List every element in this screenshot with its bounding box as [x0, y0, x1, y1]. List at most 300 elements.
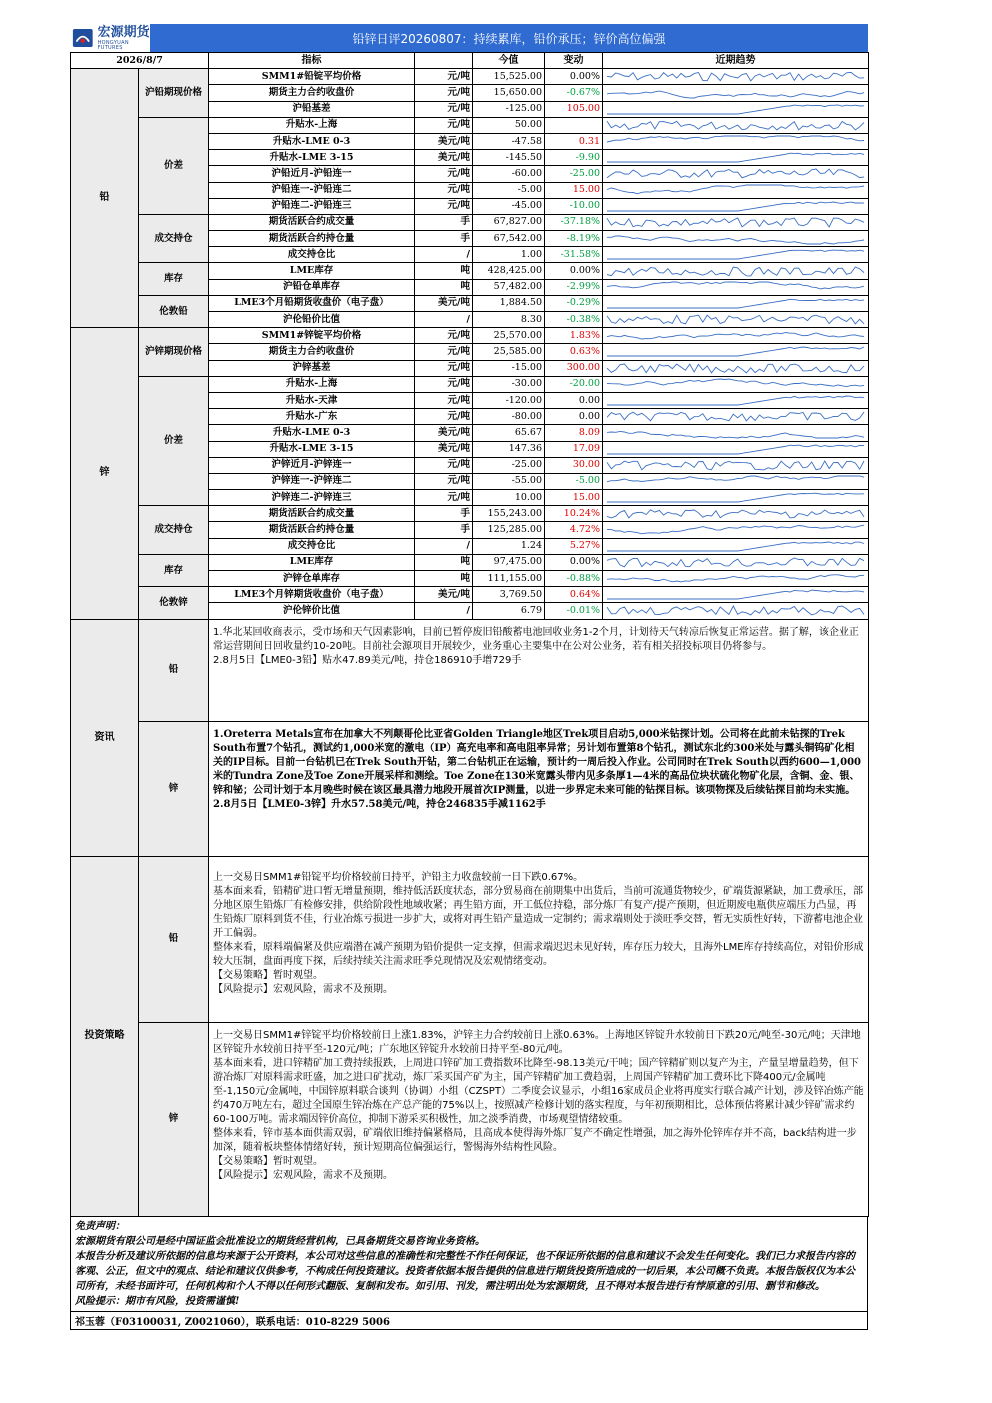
trend-cell [603, 392, 869, 408]
indicator-name: 沪锌基差 [209, 360, 415, 376]
trend-sparkline [603, 264, 868, 279]
indicator-value: -30.00 [473, 376, 545, 392]
indicator-unit: 吨 [415, 263, 473, 279]
group-label: 价差 [139, 117, 209, 214]
strategy-section-label: 投资策略 [71, 856, 139, 1216]
trend-cell [603, 263, 869, 279]
indicator-name: LME库存 [209, 554, 415, 570]
indicator-name: 沪铅近月-沪铅连一 [209, 166, 415, 182]
indicator-unit: 美元/吨 [415, 425, 473, 441]
indicator-change: -2.99% [545, 279, 603, 295]
indicator-value: 155,243.00 [473, 506, 545, 522]
trend-line [607, 542, 864, 551]
indicator-name: 升贴水-上海 [209, 376, 415, 392]
indicator-change: 30.00 [545, 457, 603, 473]
indicator-name: 期货活跃合约持仓量 [209, 231, 415, 247]
indicator-name: 升贴水-天津 [209, 392, 415, 408]
indicator-unit: 元/吨 [415, 166, 473, 182]
group-label: 库存 [139, 554, 209, 586]
trend-cell [603, 198, 869, 214]
strategy-zinc-row [71, 1022, 869, 1216]
trend-cell [603, 506, 869, 522]
disclaimer-risk: 风险提示：期市有风险，投资需谨慎! [75, 1295, 240, 1307]
group-label: 成交持仓 [139, 214, 209, 263]
trend-line [607, 461, 864, 470]
indicator-change: 0.00% [545, 69, 603, 85]
trend-line [607, 92, 864, 99]
indicator-unit: 手 [415, 522, 473, 538]
strategy-zinc-paragraph: 上一交易日SMM1#锌锭平均价格较前日上涨1.83%，沪锌主力合约较前日上涨0.63%。上海地区锌锭升水较前日下跌20元/吨至-30元/吨；天津地区锌锭升水较前日持平至-120元/吨；广东地区锌锭升水较前日持平至-80元/吨。 [213, 1029, 861, 1055]
news-lead-row [71, 619, 869, 721]
indicator-name: LME3个月铅期货收盘价（电子盘） [209, 295, 415, 311]
indicator-value: 3,769.50 [473, 587, 545, 603]
trend-line [607, 299, 864, 308]
indicator-value: 50.00 [473, 117, 545, 133]
trend-cell [603, 231, 869, 247]
lead-data-row [71, 69, 869, 85]
trend-cell [603, 85, 869, 101]
indicator-unit: 美元/吨 [415, 587, 473, 603]
indicator-unit: 美元/吨 [415, 133, 473, 149]
indicator-change: -37.18% [545, 214, 603, 230]
report-title: 铅锌日评20260807：持续累库，铅价承压；锌价高位偏强 [150, 24, 868, 52]
disclaimer-qualification: 宏源期货有限公司是经中国证监会批准设立的期货经营机构，已具备期货交易咨询业务资格。 [75, 1235, 485, 1247]
trend-line [607, 510, 864, 518]
indicator-name: 升贴水-LME 3-15 [209, 441, 415, 457]
indicator-value: -15.00 [473, 360, 545, 376]
indicator-value: -45.00 [473, 198, 545, 214]
indicator-unit: 手 [415, 231, 473, 247]
strategy-lead-row [71, 856, 869, 1022]
trend-sparkline [603, 215, 868, 230]
indicator-name: 升贴水-LME 0-3 [209, 133, 415, 149]
trend-cell [603, 279, 869, 295]
indicator-change: -10.00 [545, 198, 603, 214]
indicator-name: 沪锌连一-沪锌连二 [209, 473, 415, 489]
trend-line [607, 590, 864, 599]
indicator-value: 67,542.00 [473, 231, 545, 247]
indicator-name: 升贴水-上海 [209, 117, 415, 133]
strategy-lead-text [209, 856, 869, 1022]
trend-cell [603, 587, 869, 603]
indicator-value: 428,425.00 [473, 263, 545, 279]
indicator-change: 4.72% [545, 522, 603, 538]
indicator-unit: 美元/吨 [415, 295, 473, 311]
indicator-value: 1.00 [473, 247, 545, 263]
indicator-value: -55.00 [473, 473, 545, 489]
indicator-name: 沪铅连一-沪铅连二 [209, 182, 415, 198]
indicator-change: 5.27% [545, 538, 603, 554]
indicator-unit: 元/吨 [415, 328, 473, 344]
strategy-zinc-paragraph: 基本面来看，进口锌精矿加工费持续报跌，上周进口锌矿加工费指数环比降至-98.13美元/干吨；国产锌精矿则以复产为主，产量呈增量趋势，但下游冶炼厂对原料需求旺盛，加之进口矿扰动，炼厂采买国产矿为主，国产锌精矿加工费趋弱，上周国产锌精矿加工费环比下降400元/金属吨至-1,150元/金属吨，中国锌原料联合谈判（协调）小组（CZSPT）二季度会议显示，小组16家成员企业将再度实行联合减产计划，涉及锌冶炼产能约470万吨左右，超过全国原生锌冶炼在产总产能的75%以上，按照减产检修计划的落实程度，与年初预期相比，总体预估将累计减少锌矿需求约60-100万吨。需求端因锌价高位，抑制下游采买积极性，加之淡季消费，市场观望情绪较重。 [213, 1057, 864, 1125]
trend-line [607, 218, 864, 227]
indicator-change: 15.00 [545, 490, 603, 506]
trend-line [607, 121, 864, 130]
indicator-unit: 手 [415, 506, 473, 522]
indicator-change: 17.09 [545, 441, 603, 457]
indicator-value: 1,884.50 [473, 295, 545, 311]
lead-section-label: 铅 [71, 69, 139, 328]
indicator-value: 1.24 [473, 538, 545, 554]
trend-sparkline [603, 393, 868, 408]
indicator-unit: 元/吨 [415, 101, 473, 117]
trend-cell [603, 554, 869, 570]
trend-cell [603, 344, 869, 360]
indicator-value: 25,570.00 [473, 328, 545, 344]
indicator-value: 97,475.00 [473, 554, 545, 570]
group-label: 库存 [139, 263, 209, 295]
trend-sparkline [603, 458, 868, 473]
indicator-change: -0.01% [545, 603, 603, 619]
col-today: 今值 [473, 53, 545, 69]
indicator-name: 沪锌连二-沪锌连三 [209, 490, 415, 506]
indicator-name: 沪铅基差 [209, 101, 415, 117]
zinc-data-row [71, 376, 869, 392]
indicator-change: -20.00 [545, 376, 603, 392]
news-zinc-row [71, 721, 869, 856]
trend-line [607, 525, 864, 534]
strategy-lead-paragraph: 【交易策略】暂时观望。 [213, 969, 324, 981]
indicator-name: 沪锌近月-沪锌连一 [209, 457, 415, 473]
group-label: 价差 [139, 376, 209, 506]
indicator-value: 25,585.00 [473, 344, 545, 360]
lead-data-row [71, 295, 869, 311]
indicator-unit: 吨 [415, 279, 473, 295]
trend-sparkline [603, 344, 868, 359]
indicator-name: LME3个月锌期货收盘价（电子盘） [209, 587, 415, 603]
indicator-unit: 吨 [415, 571, 473, 587]
indicator-value: -5.00 [473, 182, 545, 198]
news-zinc-label: 锌 [139, 721, 209, 856]
indicator-name: 期货活跃合约持仓量 [209, 522, 415, 538]
trend-sparkline [603, 361, 868, 376]
indicator-change: 1.83% [545, 328, 603, 344]
strategy-lead-paragraphs [213, 871, 864, 997]
trend-cell [603, 473, 869, 489]
news-lead-item-1: 1.华北某回收商表示，受市场和天气因素影响，目前已暂停废旧铅酸蓄电池回收业务1-2个月，计划待天气转凉后恢复正常运营。据了解，该企业正常运营期间日回收量约10-20吨。目前社会源项目开展较少，业务重心主要集中在公对公业务，若有相关招投标项目仍将参与。 [213, 626, 859, 652]
indicator-unit: 吨 [415, 554, 473, 570]
indicator-unit: 元/吨 [415, 360, 473, 376]
hongyuan-logo-icon [72, 27, 94, 49]
indicator-value: 6.79 [473, 603, 545, 619]
trend-cell [603, 101, 869, 117]
trend-sparkline [603, 134, 868, 149]
indicator-name: 升贴水-广东 [209, 409, 415, 425]
indicator-name: 沪伦铅价比值 [209, 312, 415, 328]
trend-cell [603, 571, 869, 587]
indicator-value: -120.00 [473, 392, 545, 408]
trend-cell [603, 376, 869, 392]
indicator-change: 0.63% [545, 344, 603, 360]
indicator-value: -25.00 [473, 457, 545, 473]
trend-line [607, 493, 864, 502]
trend-cell [603, 409, 869, 425]
indicator-name: 成交持仓比 [209, 247, 415, 263]
indicator-change: 0.00% [545, 263, 603, 279]
col-change: 变动 [545, 53, 603, 69]
indicator-name: 期货活跃合约成交量 [209, 506, 415, 522]
indicator-name: 期货活跃合约成交量 [209, 214, 415, 230]
indicator-name: 沪铅连二-沪铅连三 [209, 198, 415, 214]
group-label: 伦敦锌 [139, 587, 209, 619]
trend-cell [603, 150, 869, 166]
indicator-change: 0.00% [545, 554, 603, 570]
trend-cell [603, 247, 869, 263]
disclaimer-body: 本报告分析及建议所依据的信息均来源于公开资料，本公司对这些信息的准确性和完整性不作任何保证，也不保证所依据的信息和建议不会发生任何变化。我们已力求报告内容的客观、公正，但文中的观点、结论和建议仅供参考，不构成任何投资建议。投资者依据本报告提供的信息进行期货投资所造成的一切后果，本公司概不负责。本报告版权仅为本公司所有，未经书面许可，任何机构和个人不得以任何形式翻版、复制和发布。如引用、刊发，需注明出处为宏源期货，且不得对本报告进行有悖原意的引用、删节和修改。 [75, 1250, 855, 1292]
news-lead-item-2: 2.8月5日【LME0-3铅】贴水47.89美元/吨，持仓186910手增729手 [213, 654, 522, 666]
group-label: 成交持仓 [139, 506, 209, 555]
indicator-name: SMM1#锌锭平均价格 [209, 328, 415, 344]
indicator-value: 15,650.00 [473, 85, 545, 101]
indicator-unit: 元/吨 [415, 69, 473, 85]
trend-cell [603, 166, 869, 182]
indicator-value: 147.36 [473, 441, 545, 457]
strategy-zinc-paragraph: 整体来看，锌市基本面供需双弱，矿端依旧维持偏紧格局，且高成本使得海外炼厂复产不确定性增强，加之海外伦锌库存并不高，back结构进一步加深，随着板块整体情绪好转，预计短期高位偏强运行，警惕海外结构性风险。 [213, 1127, 857, 1153]
news-lead-text [209, 619, 869, 721]
trend-cell [603, 522, 869, 538]
group-label: 沪铅期现价格 [139, 69, 209, 118]
trend-sparkline [603, 506, 868, 521]
indicator-change: -8.19% [545, 231, 603, 247]
trend-line [607, 282, 864, 289]
trend-cell [603, 538, 869, 554]
indicator-value: 111,155.00 [473, 571, 545, 587]
company-logo [70, 24, 150, 52]
indicator-name: SMM1#铅锭平均价格 [209, 69, 415, 85]
report-date: 2026/8/7 [71, 53, 209, 69]
indicator-value: -80.00 [473, 409, 545, 425]
trend-line [607, 445, 864, 454]
trend-line [607, 202, 864, 211]
indicator-change: 0.64% [545, 587, 603, 603]
trend-sparkline [603, 312, 868, 327]
indicator-change: -25.00 [545, 166, 603, 182]
lead-data-row [71, 117, 869, 133]
trend-cell [603, 457, 869, 473]
news-section-label: 资讯 [71, 619, 139, 856]
indicator-unit: 元/吨 [415, 376, 473, 392]
logo-english: HONGYUAN FUTURES [97, 39, 129, 51]
trend-line [607, 333, 864, 340]
indicator-unit: 元/吨 [415, 117, 473, 133]
strategy-zinc-text [209, 1022, 869, 1216]
indicator-unit: 元/吨 [415, 392, 473, 408]
zinc-data-row [71, 328, 869, 344]
indicator-unit: / [415, 312, 473, 328]
trend-cell [603, 425, 869, 441]
trend-sparkline [603, 247, 868, 262]
trend-sparkline [603, 474, 868, 489]
indicator-unit: 手 [415, 214, 473, 230]
trend-cell [603, 295, 869, 311]
strategy-zinc-label: 锌 [139, 1022, 209, 1216]
report-sheet [70, 24, 868, 1330]
indicator-value: 10.00 [473, 490, 545, 506]
indicator-change: 0.00 [545, 392, 603, 408]
trend-sparkline [603, 377, 868, 392]
lead-data-row [71, 214, 869, 230]
trend-line [607, 136, 864, 142]
trend-line [607, 185, 864, 194]
trend-line [607, 412, 864, 421]
trend-sparkline [603, 425, 868, 440]
indicator-value: -145.50 [473, 150, 545, 166]
indicator-change: 8.09 [545, 425, 603, 441]
trend-sparkline [603, 523, 868, 538]
trend-line [607, 558, 864, 567]
zinc-data-row [71, 506, 869, 522]
trend-sparkline [603, 102, 868, 117]
news-zinc-item-1: 1.Oreterra Metals宣布在加拿大不列颠哥伦比亚省Golden Triangle地区Trek项目启动5,000米钻探计划。公司将在此前未钻探的Trek South布置7个钻孔，测试约1,000米宽的激电（IP）高充电率和高电阻率异常；另计划布置第8个钻孔，测试东北约300米处与露头铜钨矿化相关的IP目标。目前一台钻机已在Trek South开钻，第二台钻机正在运输，预计约一周后投入作业。公司同时在Trek South以西约600—1,000米的Tundra Zone及Toe Zone开展采样和测绘。Toe Zone在130米宽露头带内见多条厚1—4米的高品位块状硫化物矿化层，含铜、金、银、锌和铋；公司计划于本月晚些时候在该区最具潜力地段开展首次IP测量，以进一步界定未来可能的钻探目标。该项物探及后续钻探目前均未实施。 [213, 728, 862, 796]
indicator-change: -0.29% [545, 295, 603, 311]
indicator-value: -60.00 [473, 166, 545, 182]
trend-sparkline [603, 166, 868, 181]
indicator-change: -0.88% [545, 571, 603, 587]
indicator-unit: 元/吨 [415, 198, 473, 214]
trend-sparkline [603, 539, 868, 554]
indicator-unit: 元/吨 [415, 85, 473, 101]
zinc-section-label: 锌 [71, 328, 139, 619]
indicator-value: 67,827.00 [473, 214, 545, 230]
trend-cell [603, 214, 869, 230]
indicator-change: -5.00 [545, 473, 603, 489]
indicator-change: 0.00 [545, 409, 603, 425]
indicator-name: 沪铅仓单库存 [209, 279, 415, 295]
trend-sparkline [603, 587, 868, 602]
trend-line [607, 476, 864, 482]
trend-line [607, 236, 864, 244]
indicator-change: -31.58% [545, 247, 603, 263]
trend-line [607, 105, 864, 114]
trend-sparkline [603, 85, 868, 100]
col-unit [415, 53, 473, 69]
trend-line [607, 267, 864, 276]
trend-sparkline [603, 280, 868, 295]
col-indicator: 指标 [209, 53, 415, 69]
trend-sparkline [603, 150, 868, 165]
indicator-value: 125,285.00 [473, 522, 545, 538]
trend-sparkline [603, 199, 868, 214]
trend-sparkline [603, 296, 868, 311]
trend-line [607, 575, 864, 582]
trend-cell [603, 133, 869, 149]
indicator-name: 期货主力合约收盘价 [209, 85, 415, 101]
trend-sparkline [603, 231, 868, 246]
indicator-change: -0.67% [545, 85, 603, 101]
indicator-change: 300.00 [545, 360, 603, 376]
indicator-name: LME库存 [209, 263, 415, 279]
trend-sparkline [603, 442, 868, 457]
trend-cell [603, 441, 869, 457]
trend-line [607, 73, 864, 82]
indicator-change: 10.24% [545, 506, 603, 522]
indicator-value: 65.67 [473, 425, 545, 441]
indicator-value: 57,482.00 [473, 279, 545, 295]
indicator-change: 0.31 [545, 133, 603, 149]
trend-sparkline [603, 328, 868, 343]
indicator-unit: 元/吨 [415, 182, 473, 198]
report-header [70, 24, 868, 52]
trend-line [607, 315, 864, 324]
trend-line [607, 364, 864, 373]
strategy-lead-paragraph: 上一交易日SMM1#铅锭平均价格较前日持平，沪铅主力收盘较前一日下跌0.67%。 [213, 871, 584, 883]
trend-cell [603, 490, 869, 506]
trend-line [607, 169, 864, 178]
strategy-zinc-paragraph: 【风险提示】宏观风险，需求不及预期。 [213, 1169, 394, 1181]
indicator-unit: 元/吨 [415, 490, 473, 506]
zinc-data-row [71, 554, 869, 570]
trend-sparkline [603, 69, 868, 84]
indicator-value: 8.30 [473, 312, 545, 328]
indicator-value: -125.00 [473, 101, 545, 117]
strategy-zinc-paragraph: 【交易策略】暂时观望。 [213, 1155, 324, 1167]
col-trend: 近期趋势 [603, 53, 869, 69]
indicator-change: -0.38% [545, 312, 603, 328]
strategy-lead-paragraph: 整体来看，原料端偏紧及供应端潜在减产预期为铅价提供一定支撑，但需求端迟迟未见好转，库存压力较大，且海外LME库存持续高位，对铅价形成较大压制，盘面再度下探，后续持续关注需求旺季兑现情况及宏观情绪变动。 [213, 941, 864, 967]
trend-cell [603, 182, 869, 198]
indicator-unit: 元/吨 [415, 344, 473, 360]
trend-sparkline [603, 555, 868, 570]
news-zinc-item-2: 2.8月5日【LME0-3锌】升水57.58美元/吨，持仓246835手减1162手 [213, 798, 546, 810]
trend-cell [603, 360, 869, 376]
trend-sparkline [603, 118, 868, 133]
strategy-lead-label: 铅 [139, 856, 209, 1022]
disclaimer-title: 免责声明： [75, 1220, 125, 1232]
trend-cell [603, 328, 869, 344]
strategy-lead-paragraph: 基本面来看，铅精矿进口暂无增量预期，维持低活跃度状态，部分贸易商在前期集中出货后，当前可流通货物较少，矿端货源紧缺，加工费承压，部分地区原生铅炼厂有检修安排，供给阶段性地域收紧；再生铅方面，开工低位持稳，部分炼厂有复产/提产预期，但近期废电瓶供应端压力凸显，再生铅炼厂原料到货不佳，行业冶炼亏损进一步扩大，或将对再生铅产量造成一定制约；需求端则处于淡旺季交替，暂无实质性好转，下游蓄电池企业开工偏弱。 [213, 885, 864, 939]
indicator-change: -9.90 [545, 150, 603, 166]
trend-cell [603, 69, 869, 85]
trend-sparkline [603, 183, 868, 198]
trend-sparkline [603, 409, 868, 424]
trend-sparkline [603, 571, 868, 586]
analyst-contact: 祁玉蓉（F03100031, Z0021060），联系电话：010-8229 5006 [70, 1312, 868, 1330]
trend-cell [603, 312, 869, 328]
zinc-data-row [71, 587, 869, 603]
indicator-unit: / [415, 247, 473, 263]
strategy-zinc-paragraphs [213, 1029, 864, 1183]
indicator-change: 15.00 [545, 182, 603, 198]
trend-sparkline [603, 603, 868, 618]
market-data-table [70, 52, 869, 1217]
trend-cell [603, 117, 869, 133]
trend-sparkline [603, 490, 868, 505]
disclaimer [70, 1217, 868, 1312]
indicator-name: 成交持仓比 [209, 538, 415, 554]
indicator-name: 沪伦锌价比值 [209, 603, 415, 619]
group-label: 沪锌期现价格 [139, 328, 209, 377]
indicator-name: 升贴水-LME 3-15 [209, 150, 415, 166]
indicator-unit: 元/吨 [415, 473, 473, 489]
trend-cell [603, 603, 869, 619]
trend-line [607, 396, 864, 405]
trend-line [607, 250, 864, 259]
news-lead-label: 铅 [139, 619, 209, 721]
group-label: 伦敦铅 [139, 295, 209, 327]
strategy-lead-paragraph: 【风险提示】宏观风险，需求不及预期。 [213, 983, 394, 995]
trend-line [607, 606, 864, 615]
trend-line [607, 432, 864, 439]
indicator-change [545, 117, 603, 133]
trend-line [607, 347, 864, 356]
indicator-unit: 美元/吨 [415, 150, 473, 166]
indicator-value: -47.58 [473, 133, 545, 149]
indicator-name: 期货主力合约收盘价 [209, 344, 415, 360]
indicator-unit: 元/吨 [415, 457, 473, 473]
indicator-unit: 美元/吨 [415, 441, 473, 457]
indicator-name: 沪锌仓单库存 [209, 571, 415, 587]
indicator-value: 15,525.00 [473, 69, 545, 85]
